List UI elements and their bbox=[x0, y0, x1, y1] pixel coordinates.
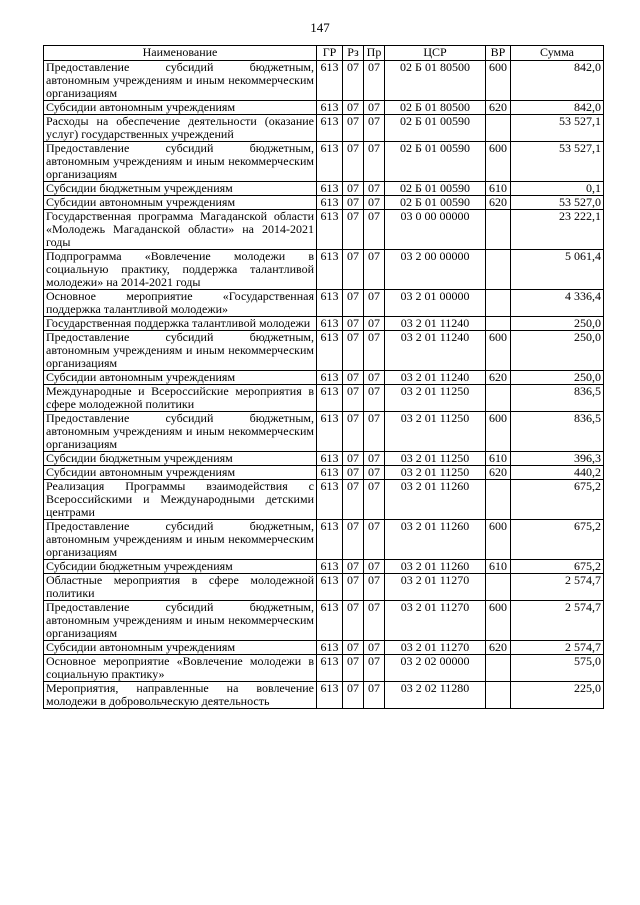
table-row bbox=[44, 182, 604, 196]
table-row bbox=[44, 250, 604, 290]
cell-sum: 2 574,7 bbox=[511, 601, 604, 641]
cell-csr: 03 2 01 11260 bbox=[385, 480, 486, 520]
cell-rz: 07 bbox=[343, 115, 364, 142]
table-row bbox=[44, 560, 604, 574]
cell-sum: 250,0 bbox=[511, 331, 604, 371]
cell-pr: 07 bbox=[364, 412, 385, 452]
cell-csr: 03 2 01 00000 bbox=[385, 290, 486, 317]
cell-vr bbox=[486, 317, 511, 331]
cell-name: Предоставление субсидий бюджетным, автономным учреждениям и иным некоммерческим организациям bbox=[44, 142, 317, 182]
cell-gr: 613 bbox=[317, 317, 343, 331]
cell-vr: 610 bbox=[486, 560, 511, 574]
cell-rz: 07 bbox=[343, 560, 364, 574]
cell-pr: 07 bbox=[364, 520, 385, 560]
table-row bbox=[44, 466, 604, 480]
cell-gr: 613 bbox=[317, 655, 343, 682]
table-body bbox=[44, 61, 604, 709]
cell-name: Предоставление субсидий бюджетным, автономным учреждениям и иным некоммерческим организациям bbox=[44, 412, 317, 452]
cell-rz: 07 bbox=[343, 142, 364, 182]
cell-name: Предоставление субсидий бюджетным, автономным учреждениям и иным некоммерческим организациям bbox=[44, 331, 317, 371]
cell-gr: 613 bbox=[317, 480, 343, 520]
cell-rz: 07 bbox=[343, 466, 364, 480]
cell-rz: 07 bbox=[343, 452, 364, 466]
table-row bbox=[44, 210, 604, 250]
cell-pr: 07 bbox=[364, 452, 385, 466]
cell-name: Субсидии автономным учреждениям bbox=[44, 466, 317, 480]
cell-pr: 07 bbox=[364, 655, 385, 682]
cell-gr: 613 bbox=[317, 466, 343, 480]
table-row bbox=[44, 412, 604, 452]
cell-pr: 07 bbox=[364, 574, 385, 601]
table-row bbox=[44, 641, 604, 655]
cell-csr: 03 2 02 11280 bbox=[385, 682, 486, 709]
table-row bbox=[44, 317, 604, 331]
table-row bbox=[44, 452, 604, 466]
cell-gr: 613 bbox=[317, 182, 343, 196]
cell-sum: 23 222,1 bbox=[511, 210, 604, 250]
cell-sum: 2 574,7 bbox=[511, 574, 604, 601]
table-row bbox=[44, 520, 604, 560]
table-row bbox=[44, 682, 604, 709]
cell-vr bbox=[486, 385, 511, 412]
table-row bbox=[44, 61, 604, 101]
cell-pr: 07 bbox=[364, 101, 385, 115]
cell-csr: 03 2 01 11250 bbox=[385, 385, 486, 412]
cell-csr: 02 Б 01 00590 bbox=[385, 196, 486, 210]
table-row bbox=[44, 385, 604, 412]
cell-vr bbox=[486, 480, 511, 520]
cell-vr: 610 bbox=[486, 452, 511, 466]
cell-name: Субсидии автономным учреждениям bbox=[44, 196, 317, 210]
cell-gr: 613 bbox=[317, 601, 343, 641]
cell-pr: 07 bbox=[364, 601, 385, 641]
cell-sum: 440,2 bbox=[511, 466, 604, 480]
cell-rz: 07 bbox=[343, 317, 364, 331]
cell-vr: 600 bbox=[486, 412, 511, 452]
cell-vr: 600 bbox=[486, 331, 511, 371]
cell-csr: 03 2 01 11260 bbox=[385, 560, 486, 574]
cell-csr: 03 2 01 11270 bbox=[385, 601, 486, 641]
cell-gr: 613 bbox=[317, 520, 343, 560]
cell-vr bbox=[486, 290, 511, 317]
cell-pr: 07 bbox=[364, 682, 385, 709]
cell-name: Областные мероприятия в сфере молодежной политики bbox=[44, 574, 317, 601]
cell-gr: 613 bbox=[317, 101, 343, 115]
cell-pr: 07 bbox=[364, 115, 385, 142]
cell-pr: 07 bbox=[364, 290, 385, 317]
cell-vr bbox=[486, 682, 511, 709]
cell-rz: 07 bbox=[343, 682, 364, 709]
cell-gr: 613 bbox=[317, 210, 343, 250]
cell-sum: 836,5 bbox=[511, 385, 604, 412]
cell-vr: 600 bbox=[486, 61, 511, 101]
cell-sum: 53 527,0 bbox=[511, 196, 604, 210]
cell-pr: 07 bbox=[364, 142, 385, 182]
cell-gr: 613 bbox=[317, 452, 343, 466]
cell-pr: 07 bbox=[364, 466, 385, 480]
cell-gr: 613 bbox=[317, 682, 343, 709]
table-row bbox=[44, 196, 604, 210]
column-header-rz: Рз bbox=[343, 46, 364, 61]
cell-sum: 53 527,1 bbox=[511, 142, 604, 182]
table-row bbox=[44, 331, 604, 371]
cell-csr: 03 0 00 00000 bbox=[385, 210, 486, 250]
cell-rz: 07 bbox=[343, 371, 364, 385]
cell-sum: 5 061,4 bbox=[511, 250, 604, 290]
cell-sum: 250,0 bbox=[511, 371, 604, 385]
cell-rz: 07 bbox=[343, 385, 364, 412]
cell-gr: 613 bbox=[317, 61, 343, 101]
cell-vr: 620 bbox=[486, 371, 511, 385]
cell-csr: 03 2 02 00000 bbox=[385, 655, 486, 682]
cell-vr: 600 bbox=[486, 520, 511, 560]
cell-name: Основное мероприятие «Вовлечение молодежи в социальную практику» bbox=[44, 655, 317, 682]
column-header-vr: ВР bbox=[486, 46, 511, 61]
cell-csr: 03 2 01 11240 bbox=[385, 317, 486, 331]
cell-csr: 03 2 01 11270 bbox=[385, 641, 486, 655]
cell-name: Предоставление субсидий бюджетным, автономным учреждениям и иным некоммерческим организациям bbox=[44, 601, 317, 641]
cell-vr: 620 bbox=[486, 641, 511, 655]
cell-vr: 620 bbox=[486, 101, 511, 115]
cell-vr bbox=[486, 250, 511, 290]
cell-gr: 613 bbox=[317, 290, 343, 317]
cell-gr: 613 bbox=[317, 385, 343, 412]
cell-sum: 675,2 bbox=[511, 480, 604, 520]
cell-vr bbox=[486, 574, 511, 601]
cell-sum: 675,2 bbox=[511, 560, 604, 574]
cell-sum: 0,1 bbox=[511, 182, 604, 196]
cell-csr: 03 2 01 11250 bbox=[385, 412, 486, 452]
cell-csr: 03 2 01 11260 bbox=[385, 520, 486, 560]
cell-name: Субсидии бюджетным учреждениям bbox=[44, 182, 317, 196]
cell-name: Государственная поддержка талантливой молодежи bbox=[44, 317, 317, 331]
table-row bbox=[44, 655, 604, 682]
cell-csr: 02 Б 01 00590 bbox=[385, 115, 486, 142]
cell-rz: 07 bbox=[343, 182, 364, 196]
cell-name: Предоставление субсидий бюджетным, автономным учреждениям и иным некоммерческим организациям bbox=[44, 520, 317, 560]
cell-name: Расходы на обеспечение деятельности (оказание услуг) государственных учреждений bbox=[44, 115, 317, 142]
cell-csr: 02 Б 01 00590 bbox=[385, 142, 486, 182]
cell-rz: 07 bbox=[343, 101, 364, 115]
cell-csr: 03 2 01 11240 bbox=[385, 331, 486, 371]
cell-name: Субсидии автономным учреждениям bbox=[44, 371, 317, 385]
cell-name: Основное мероприятие «Государственная поддержка талантливой молодежи» bbox=[44, 290, 317, 317]
cell-rz: 07 bbox=[343, 480, 364, 520]
cell-pr: 07 bbox=[364, 480, 385, 520]
table-header-row bbox=[44, 46, 604, 61]
cell-gr: 613 bbox=[317, 574, 343, 601]
cell-sum: 53 527,1 bbox=[511, 115, 604, 142]
cell-rz: 07 bbox=[343, 412, 364, 452]
cell-csr: 03 2 01 11250 bbox=[385, 466, 486, 480]
cell-sum: 842,0 bbox=[511, 61, 604, 101]
cell-rz: 07 bbox=[343, 331, 364, 371]
cell-name: Подпрограмма «Вовлечение молодежи в социальную практику, поддержка талантливой молодежи» на 2014-2021 годы bbox=[44, 250, 317, 290]
cell-gr: 613 bbox=[317, 560, 343, 574]
cell-name: Реализация Программы взаимодействия с Всероссийскими и Международными детскими центрами bbox=[44, 480, 317, 520]
cell-vr: 600 bbox=[486, 601, 511, 641]
cell-name: Предоставление субсидий бюджетным, автономным учреждениям и иным некоммерческим организациям bbox=[44, 61, 317, 101]
cell-csr: 02 Б 01 80500 bbox=[385, 101, 486, 115]
cell-pr: 07 bbox=[364, 61, 385, 101]
cell-pr: 07 bbox=[364, 210, 385, 250]
budget-table bbox=[43, 45, 604, 709]
cell-name: Субсидии автономным учреждениям bbox=[44, 101, 317, 115]
cell-sum: 842,0 bbox=[511, 101, 604, 115]
table-row bbox=[44, 142, 604, 182]
column-header-gr: ГР bbox=[317, 46, 343, 61]
cell-sum: 2 574,7 bbox=[511, 641, 604, 655]
cell-vr bbox=[486, 210, 511, 250]
cell-pr: 07 bbox=[364, 196, 385, 210]
cell-csr: 02 Б 01 80500 bbox=[385, 61, 486, 101]
cell-gr: 613 bbox=[317, 115, 343, 142]
cell-name: Международные и Всероссийские мероприятия в сфере молодежной политики bbox=[44, 385, 317, 412]
cell-pr: 07 bbox=[364, 371, 385, 385]
cell-csr: 03 2 01 11250 bbox=[385, 452, 486, 466]
cell-gr: 613 bbox=[317, 331, 343, 371]
table-row bbox=[44, 601, 604, 641]
page-number: 147 bbox=[310, 20, 330, 35]
cell-vr: 610 bbox=[486, 182, 511, 196]
cell-csr: 03 2 01 11240 bbox=[385, 371, 486, 385]
cell-name: Субсидии автономным учреждениям bbox=[44, 641, 317, 655]
cell-sum: 250,0 bbox=[511, 317, 604, 331]
cell-vr: 620 bbox=[486, 196, 511, 210]
cell-vr bbox=[486, 115, 511, 142]
cell-sum: 575,0 bbox=[511, 655, 604, 682]
cell-rz: 07 bbox=[343, 290, 364, 317]
cell-gr: 613 bbox=[317, 371, 343, 385]
cell-name: Мероприятия, направленные на вовлечение молодежи в добровольческую деятельность bbox=[44, 682, 317, 709]
cell-sum: 836,5 bbox=[511, 412, 604, 452]
cell-gr: 613 bbox=[317, 250, 343, 290]
table-row bbox=[44, 101, 604, 115]
column-header-sum: Сумма bbox=[511, 46, 604, 61]
cell-vr: 600 bbox=[486, 142, 511, 182]
cell-vr bbox=[486, 655, 511, 682]
column-header-pr: Пр bbox=[364, 46, 385, 61]
cell-name: Субсидии бюджетным учреждениям bbox=[44, 452, 317, 466]
cell-rz: 07 bbox=[343, 210, 364, 250]
cell-pr: 07 bbox=[364, 641, 385, 655]
cell-gr: 613 bbox=[317, 196, 343, 210]
column-header-csr: ЦСР bbox=[385, 46, 486, 61]
cell-pr: 07 bbox=[364, 182, 385, 196]
cell-rz: 07 bbox=[343, 61, 364, 101]
cell-name: Государственная программа Магаданской области «Молодежь Магаданской области» на 2014-2021 годы bbox=[44, 210, 317, 250]
cell-name: Субсидии бюджетным учреждениям bbox=[44, 560, 317, 574]
cell-rz: 07 bbox=[343, 196, 364, 210]
cell-rz: 07 bbox=[343, 655, 364, 682]
cell-rz: 07 bbox=[343, 601, 364, 641]
cell-csr: 02 Б 01 00590 bbox=[385, 182, 486, 196]
cell-rz: 07 bbox=[343, 250, 364, 290]
cell-rz: 07 bbox=[343, 520, 364, 560]
cell-sum: 4 336,4 bbox=[511, 290, 604, 317]
table-row bbox=[44, 480, 604, 520]
cell-sum: 675,2 bbox=[511, 520, 604, 560]
cell-pr: 07 bbox=[364, 250, 385, 290]
cell-rz: 07 bbox=[343, 641, 364, 655]
table-row bbox=[44, 371, 604, 385]
table-row bbox=[44, 574, 604, 601]
cell-pr: 07 bbox=[364, 331, 385, 371]
cell-csr: 03 2 01 11270 bbox=[385, 574, 486, 601]
cell-rz: 07 bbox=[343, 574, 364, 601]
cell-csr: 03 2 00 00000 bbox=[385, 250, 486, 290]
cell-pr: 07 bbox=[364, 560, 385, 574]
cell-sum: 396,3 bbox=[511, 452, 604, 466]
cell-gr: 613 bbox=[317, 142, 343, 182]
column-header-name: Наименование bbox=[44, 46, 317, 61]
cell-vr: 620 bbox=[486, 466, 511, 480]
cell-pr: 07 bbox=[364, 385, 385, 412]
cell-gr: 613 bbox=[317, 641, 343, 655]
table-row bbox=[44, 290, 604, 317]
cell-gr: 613 bbox=[317, 412, 343, 452]
table-row bbox=[44, 115, 604, 142]
cell-pr: 07 bbox=[364, 317, 385, 331]
cell-sum: 225,0 bbox=[511, 682, 604, 709]
